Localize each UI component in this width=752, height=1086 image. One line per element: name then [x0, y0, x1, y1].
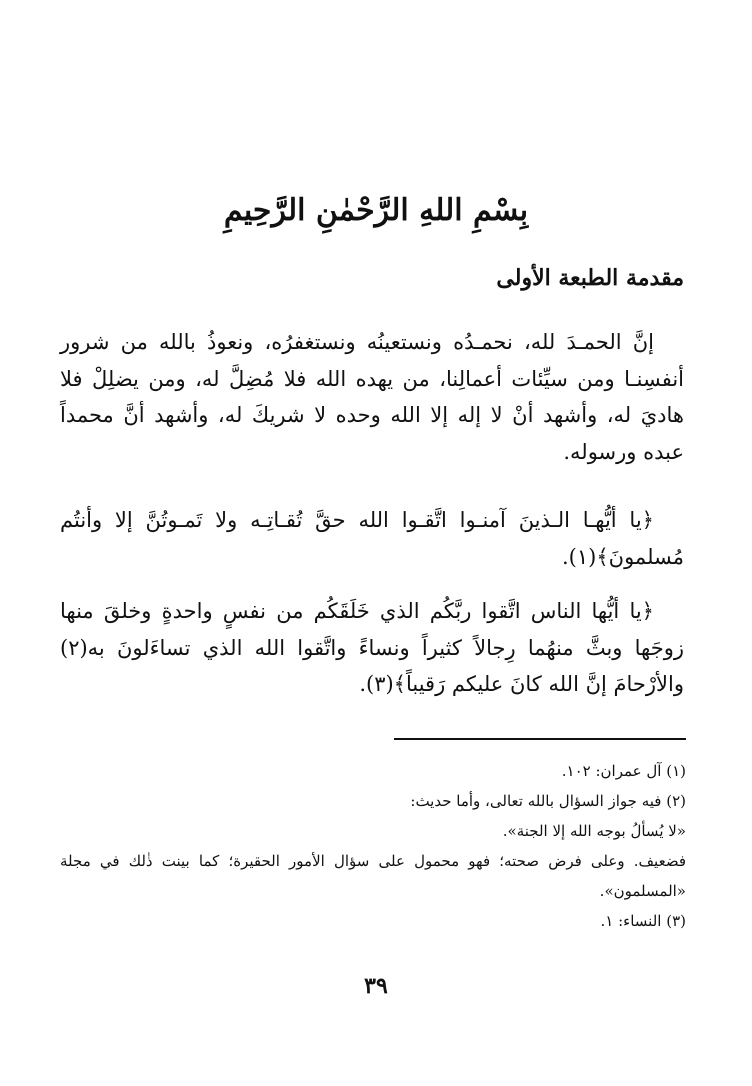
paragraph-text: ﴿يا أيُّها الناس اتَّقوا ربَّكُم الذي خَلَقَكُم من نفسٍ واحدةٍ وخلقَ منها زوجَها وبثَّ منهُما رِجالاً كثيراً ونساءً واتَّقوا الله الذي تساءَلونَ به(٢) والأرْحامَ إنَّ الله كانَ عليكم رَقيباً﴾(٣). — [60, 599, 684, 696]
footnote-2: (٢) فيه جواز السؤال بالله تعالى، وأما حديث: — [410, 792, 686, 810]
footnote-2-continuation: فضعيف. وعلى فرض صحته؛ فهو محمول على سؤال الأمور الحقيرة؛ كما بينت ذٰلك في مجلة «المسلمون». — [60, 852, 686, 900]
paragraph-verse-1 — [60, 502, 684, 575]
basmala: بِسْمِ اللهِ الرَّحْمٰنِ الرَّحِيمِ — [223, 193, 529, 228]
paragraph-text: ﴿يا أيُّهـا الـذينَ آمنـوا اتَّقـوا الله حقَّ تُقـاتِـه ولا تَمـوتُنَّ إلا وأنتُم مُسلمونَ﴾(١). — [60, 508, 684, 569]
footnotes — [60, 756, 686, 936]
paragraph-verse-2 — [60, 593, 684, 703]
section-heading: مقدمة الطبعة الأولى — [496, 265, 684, 291]
footnote-2-hadith: «لا يُسألُ بوجه الله إلا الجنة». — [502, 822, 686, 840]
footnote-1: (١) آل عمران: ١٠٢. — [561, 762, 686, 780]
paragraph-text: إنَّ الحمـدَ لله، نحمـدُه ونستعينُه ونستغفرُه، ونعوذُ بالله من شرور أنفسِنـا ومن سيِّئات أعمالِنا، من يهده الله فلا مُضِلَّ له، ومن يضلِلْ فلا هاديَ له، وأشهد أنْ لا إله إلا الله وحده لا شريكَ له، وأشهد أنَّ محمداً عبده ورسوله. — [60, 330, 684, 464]
page-number: ٣٩ — [364, 973, 388, 999]
paragraph-opening — [60, 324, 684, 470]
footnote-3: (٣) النساء: ١. — [600, 912, 686, 930]
footnote-divider — [394, 738, 686, 740]
